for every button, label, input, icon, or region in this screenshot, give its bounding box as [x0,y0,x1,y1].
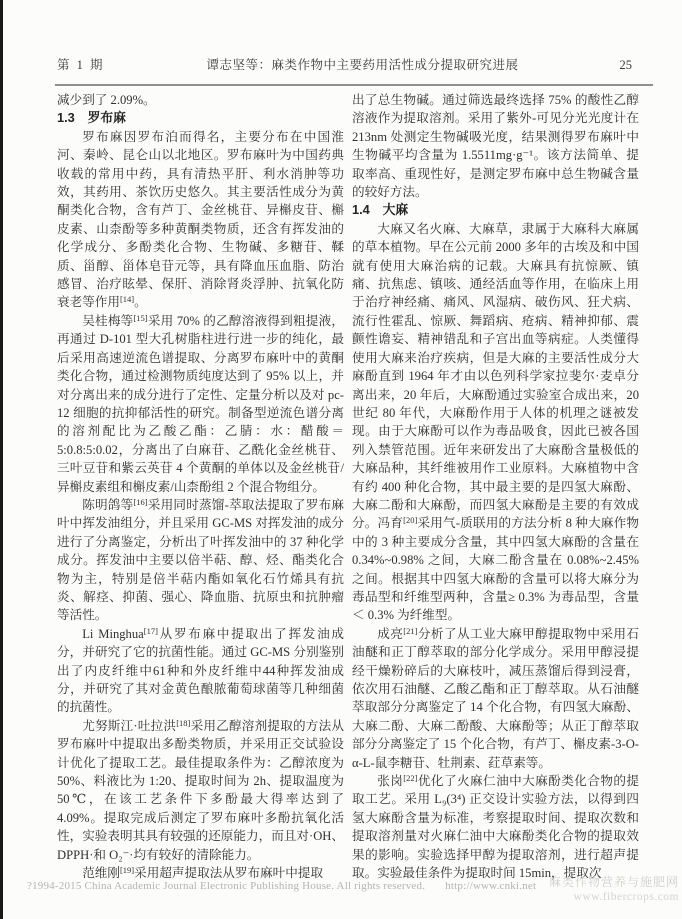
paragraph: 范维刚[19]采用超声提取法从罗布麻叶中提取 [82,865,324,881]
footer-copyright-line [27,880,536,892]
paragraph-continuation: 减少到了 2.09%。 [57,93,156,107]
watermark-site-name: 麻类作物营养与施肥网 [548,875,679,889]
paragraph-continuation: 出了总生物碱。通过筛选最终选择 75% 的酸性乙醇溶液作为提取溶剂。采用了紫外-可见分光光度计在 213nm 处测定生物碱吸光度，结果测得罗布麻叶中生物碱平均含量为 1.5511mg·g⁻¹。该方法简单、提取率高、重现性好，是测定罗布麻中总生物碱含量的较好方法。 [352,93,639,200]
running-title: 谭志坚等：麻类作物中主要药用活性成分提取研究进展 [206,58,519,72]
paragraph: 罗布麻因罗布泊而得名，主要分布在中国淮河、秦岭、昆仑山以北地区。罗布麻叶为中国药典收载的常用中药，具有清热平肝、利水消肿等功效，其药用、茶饮历史悠久。其主要活性成分为黄酮类化合物，含有芦丁、金丝桃苷、异槲皮苷、槲皮素、山柰酚等多种黄酮类物质，还含有挥发油的化学成分、多酚类化合物、生物碱、多糖苷、鞣质、甾醇、甾体皂苷元等，具有降血压血脂、防治感冒、治疗眩晕、保肝、消除肾炎浮肿、抗氧化防衰老等作用[14]。 [57,129,344,310]
paragraph: 成亮[21]分析了从工业大麻甲醇提取物中采用石油醚和正丁醇萃取的部分化学成分。采用甲醇浸提经干燥粉碎后的大麻枝叶，减压蒸馏后得到浸膏，依次用石油醚、乙酸乙酯和正丁醇萃取。从石油醚萃取部分分离鉴定了 14 个化合物，有四氢大麻酚、大麻二酚、大麻二酚酸、大麻酚等；从正丁醇萃取部分分离鉴定了 15 个化合物，有芦丁、槲皮素-3-O-α-L-鼠李糖苷、牡荆素、荭草素等。 [352,625,640,770]
scan-edge-strip [0,0,3,919]
page-header [57,55,640,73]
paragraph: Li Minghua[17]从罗布麻中提取出了挥发油成分，并研究了它的抗菌性能。通过 GC-MS 分别鉴别出了内皮纤维中61种和外皮纤维中44种挥发油成分，并研究了其对金黄色酿脓葡萄球菌等几种细菌的抗菌性。 [57,625,344,715]
section-heading-1-3: 1.3 罗布麻 [57,110,126,126]
paragraph: 张岗[22]优化了火麻仁油中大麻酚类化合物的提取工艺。采用 L₉(3⁴) 正交设计实验方法，以得到四氢大麻酚含量为标准，考察提取时间、提取次数和提取溶剂量对火麻仁油中大麻酚类化合物的提取效果的影响。实验选择甲醇为提取溶剂，进行超声提取。实验最佳条件为提取时间 15min，提取次 [352,773,640,881]
right-column [352,91,639,882]
copyright-text: ?1994-2015 China Academic Journal Electronic Publishing House. All rights reserved. [27,880,426,892]
section-heading-1-4: 1.4 大麻 [352,202,409,218]
watermark-site-url: www.fibercrops.com [573,890,679,903]
page-number: 25 [619,58,632,72]
header-rule [55,84,653,86]
paragraph: 吴桂梅等[15]采用 70% 的乙醇溶液得到粗提液，再通过 D-101 型大孔树脂柱进行进一步的纯化，最后采用高速逆流色谱提取、分离罗布麻叶中的黄酮类化合物，通过检测物质纯度达到了 95% 以上，并对分离出来的成分进行了定性、定量分析以及对 pc-12 细胞的抗抑郁活性的研究。制备型逆流色谱分离的溶剂配比为乙酸乙酯：乙腈：水：醋酸＝5:0.8:5:0.02，分离出了白麻苷、乙酰化金丝桃苷、三叶豆苷和紫云英苷 4 个黄酮的单体以及金丝桃苷/异槲皮素组和槲皮素/山柰酚组 2 个混合物组分。 [57,312,344,494]
paragraph: 尤努斯江·吐拉洪[18]采用乙醇溶剂提取的方法从罗布麻叶中提取出多酚类物质，并采用正交试验设计优化了提取工艺。最佳提取条件为：乙醇浓度为 50%、料液比为 1:20、提取时间为 2h、提取温度为 50℃，在该工艺条件下多酚最大得率达到了 4.09%。提取完成后测定了罗布麻叶多酚抗氧化活性，实验表明其具有较强的还原能力，而且对·OH、DPPH·和 O₂⁻·均有较好的清除能力。 [57,717,344,862]
left-column [57,91,344,882]
watermark [549,875,679,904]
cnki-url: http://www.cnki.net [445,880,537,892]
paragraph: 陈明鸽等[16]采用同时蒸馏-萃取法提取了罗布麻叶中挥发油组分，并且采用 GC-MS 对挥发油的成分进行了分离鉴定，分析出了叶挥发油中的 37 种化学成分。挥发油中主要以倍半萜、醇、烃、酯类化合物为主，特别是倍半萜内酯如氧化石竹烯具有抗炎、解痉、抑菌、强心、降血脂、抗原虫和抗肿瘤等活性。 [57,496,345,623]
paragraph: 大麻又名火麻、大麻草，隶属于大麻科大麻属的草本植物。早在公元前 2000 多年的古埃及和中国就有使用大麻治病的记载。大麻具有抗惊厥、镇痛、抗焦虑、镇咳、通经活血等作用，在临床上用于治疗神经痛、痛风、风湿病、破伤风、狂犬病、流行性霍乱、惊厥、舞蹈病、疮病、精神抑郁、震颤性谵妄、精神错乱和子宫出血等病症。人类懂得使用大麻来治疗疾病，但是大麻的主要活性成分大麻酚直到 1964 年才由以色列科学家拉斐尔·麦卓分离出来，20 年后，大麻酚通过实验室合成出来，20 世纪 80 年代，大麻酚作用于人体的机理之谜被发现。由于大麻酚可以作为毒品吸食，因此已被各国列入禁管范围。近年来研发出了大麻酚含量极低的大麻品种，其纤维被用作工业原料。大麻植物中含有约 400 种化合物，其中最主要的是四氢大麻酚、大麻二酚和大麻酚，而四氢大麻酚是主要的有效成分。冯育[20]采用气-质联用的方法分析 8 种大麻作物中的 3 种主要成分含量，其中四氢大麻酚的含量在 0.34%~0.98% 之间，大麻二酚含量在 0.08%~2.45% 之间。根据其中四氢大麻酚的含量可以将大麻分为毒品型和纤维型两种，含量≥ 0.3% 为毒品型，含量＜ 0.3% 为纤维型。 [352,221,640,623]
issue-label: 第 1 期 [57,58,105,72]
